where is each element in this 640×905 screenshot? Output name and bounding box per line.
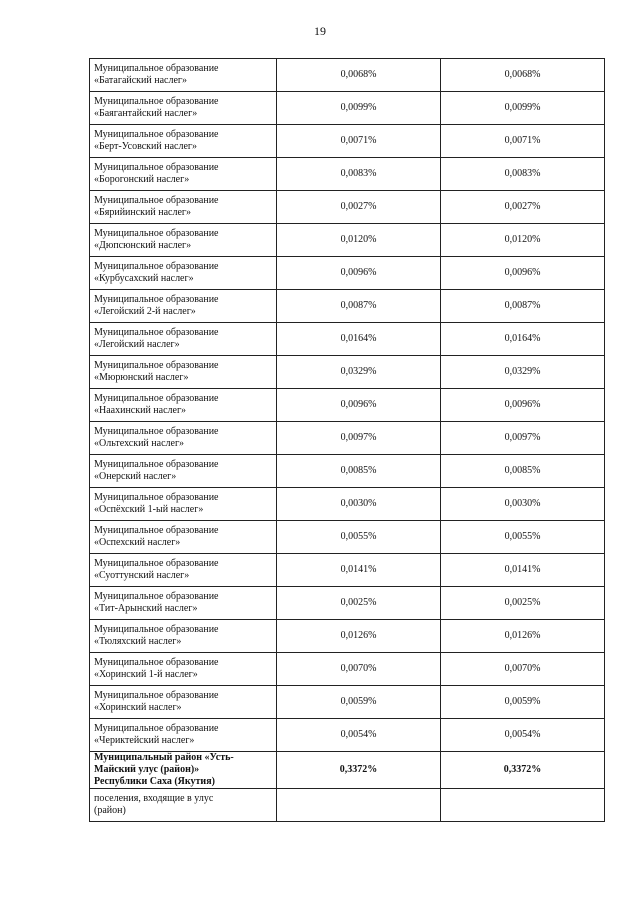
- table-row: [90, 257, 605, 290]
- share-value-2: 0,0120%: [441, 224, 605, 257]
- municipality-name: «Хоринский наслег»: [94, 702, 182, 713]
- municipality-name: «Оспёхский 1-ый наслег»: [94, 504, 204, 515]
- municipality-type: Муниципальное образование: [94, 657, 219, 668]
- municipality-name: «Берт-Усовский наслег»: [94, 141, 197, 152]
- subheader-cell: [90, 789, 277, 822]
- municipality-name-cell: [90, 356, 277, 389]
- table-row: [90, 158, 605, 191]
- share-value-1: 0,0085%: [277, 455, 441, 488]
- share-value-2: 0,0027%: [441, 191, 605, 224]
- table-row: [90, 125, 605, 158]
- municipality-name: «Чериктейский наслег»: [94, 735, 195, 746]
- share-value-2: 0,0070%: [441, 653, 605, 686]
- share-value-1: 0,0126%: [277, 620, 441, 653]
- municipality-name-cell: [90, 323, 277, 356]
- total-name-cell: [90, 752, 277, 789]
- share-value-2: 0,0164%: [441, 323, 605, 356]
- share-value-1: 0,0087%: [277, 290, 441, 323]
- municipality-name-cell: [90, 620, 277, 653]
- municipality-name-cell: [90, 92, 277, 125]
- table-row: [90, 488, 605, 521]
- municipality-name-cell: [90, 653, 277, 686]
- municipality-name-cell: [90, 389, 277, 422]
- subheader-line-2: (район): [94, 805, 126, 816]
- share-value-1: 0,0329%: [277, 356, 441, 389]
- table-row: [90, 620, 605, 653]
- municipality-name-cell: [90, 191, 277, 224]
- municipality-type: Муниципальное образование: [94, 96, 219, 107]
- table-row: [90, 290, 605, 323]
- share-value-1: 0,0141%: [277, 554, 441, 587]
- distribution-table: [89, 58, 605, 822]
- share-value-2: 0,0054%: [441, 719, 605, 752]
- table-row: [90, 191, 605, 224]
- share-value-1: 0,0097%: [277, 422, 441, 455]
- municipality-type: Муниципальное образование: [94, 129, 219, 140]
- municipality-name: «Батагайский наслег»: [94, 75, 188, 86]
- municipality-type: Муниципальное образование: [94, 558, 219, 569]
- share-value-2: 0,0141%: [441, 554, 605, 587]
- table-row: [90, 521, 605, 554]
- municipality-name: «Тит-Арынский наслег»: [94, 603, 198, 614]
- share-value-2: 0,0083%: [441, 158, 605, 191]
- municipality-name-cell: [90, 521, 277, 554]
- total-name-line-1: Муниципальный район «Усть-: [94, 752, 234, 763]
- municipality-name-cell: [90, 224, 277, 257]
- municipality-name: «Онерский наслег»: [94, 471, 177, 482]
- share-value-2: 0,0030%: [441, 488, 605, 521]
- total-name-line-3: Республики Саха (Якутия): [94, 776, 215, 787]
- municipality-name: «Хоринский 1-й наслег»: [94, 669, 198, 680]
- total-value-2: 0,3372%: [441, 752, 605, 789]
- municipality-type: Муниципальное образование: [94, 294, 219, 305]
- municipality-name-cell: [90, 455, 277, 488]
- share-value-1: 0,0054%: [277, 719, 441, 752]
- share-value-2: 0,0059%: [441, 686, 605, 719]
- table-row: [90, 389, 605, 422]
- municipality-type: Муниципальное образование: [94, 426, 219, 437]
- municipality-type: Муниципальное образование: [94, 723, 219, 734]
- table-row: [90, 653, 605, 686]
- share-value-1: 0,0068%: [277, 59, 441, 92]
- subheader-line-1: поселения, входящие в улус: [94, 793, 214, 804]
- share-value-1: 0,0083%: [277, 158, 441, 191]
- municipality-name: «Бярийинский наслег»: [94, 207, 192, 218]
- share-value-2: 0,0068%: [441, 59, 605, 92]
- share-value-1: 0,0055%: [277, 521, 441, 554]
- share-value-2: 0,0097%: [441, 422, 605, 455]
- municipality-name: «Легойский наслег»: [94, 339, 180, 350]
- share-value-1: 0,0070%: [277, 653, 441, 686]
- share-value-2: 0,0071%: [441, 125, 605, 158]
- subheader-empty-cell-2: [441, 789, 605, 822]
- table-row: [90, 455, 605, 488]
- municipality-type: Муниципальное образование: [94, 525, 219, 536]
- table-row: [90, 356, 605, 389]
- municipality-name: «Дюпсюнский наслег»: [94, 240, 192, 251]
- municipality-name-cell: [90, 257, 277, 290]
- share-value-1: 0,0096%: [277, 389, 441, 422]
- municipality-name-cell: [90, 719, 277, 752]
- municipality-type: Муниципальное образование: [94, 393, 219, 404]
- table-row: [90, 92, 605, 125]
- share-value-1: 0,0027%: [277, 191, 441, 224]
- municipality-type: Муниципальное образование: [94, 63, 219, 74]
- municipality-name: «Борогонский наслег»: [94, 174, 190, 185]
- total-name-line-2: Майский улус (район)»: [94, 764, 200, 775]
- share-value-1: 0,0059%: [277, 686, 441, 719]
- share-value-2: 0,0096%: [441, 257, 605, 290]
- share-value-2: 0,0055%: [441, 521, 605, 554]
- table-row: [90, 554, 605, 587]
- municipality-type: Муниципальное образование: [94, 195, 219, 206]
- municipality-name-cell: [90, 290, 277, 323]
- share-value-1: 0,0030%: [277, 488, 441, 521]
- municipality-type: Муниципальное образование: [94, 459, 219, 470]
- municipality-type: Муниципальное образование: [94, 591, 219, 602]
- municipality-name-cell: [90, 686, 277, 719]
- municipality-name-cell: [90, 125, 277, 158]
- subheader-row: [90, 789, 605, 822]
- table-row: [90, 422, 605, 455]
- municipality-name-cell: [90, 158, 277, 191]
- share-value-1: 0,0120%: [277, 224, 441, 257]
- table-row: [90, 59, 605, 92]
- share-value-2: 0,0025%: [441, 587, 605, 620]
- municipality-type: Муниципальное образование: [94, 327, 219, 338]
- share-value-2: 0,0329%: [441, 356, 605, 389]
- share-value-1: 0,0025%: [277, 587, 441, 620]
- share-value-2: 0,0096%: [441, 389, 605, 422]
- municipality-type: Муниципальное образование: [94, 261, 219, 272]
- municipality-name: «Ольтехский наслег»: [94, 438, 185, 449]
- municipality-name-cell: [90, 59, 277, 92]
- municipality-name-cell: [90, 488, 277, 521]
- municipality-type: Муниципальное образование: [94, 492, 219, 503]
- table-body: [90, 59, 605, 822]
- municipality-name: «Наахинский наслег»: [94, 405, 187, 416]
- municipality-name-cell: [90, 422, 277, 455]
- municipality-type: Муниципальное образование: [94, 228, 219, 239]
- share-value-2: 0,0099%: [441, 92, 605, 125]
- municipality-name-cell: [90, 554, 277, 587]
- table-row: [90, 719, 605, 752]
- municipality-type: Муниципальное образование: [94, 162, 219, 173]
- municipality-name: «Оспехский наслег»: [94, 537, 181, 548]
- municipality-type: Муниципальное образование: [94, 624, 219, 635]
- share-value-2: 0,0087%: [441, 290, 605, 323]
- share-value-1: 0,0071%: [277, 125, 441, 158]
- municipality-name: «Тюляхский наслег»: [94, 636, 182, 647]
- table-row: [90, 587, 605, 620]
- total-row: [90, 752, 605, 789]
- share-value-1: 0,0096%: [277, 257, 441, 290]
- table-row: [90, 323, 605, 356]
- municipality-type: Муниципальное образование: [94, 690, 219, 701]
- municipality-name: «Баягантайский наслег»: [94, 108, 198, 119]
- municipality-name: «Суоттунский наслег»: [94, 570, 190, 581]
- municipality-name: «Мюрюнский наслег»: [94, 372, 189, 383]
- share-value-2: 0,0126%: [441, 620, 605, 653]
- municipality-name: «Легойский 2-й наслег»: [94, 306, 196, 317]
- table-row: [90, 224, 605, 257]
- subheader-empty-cell-1: [277, 789, 441, 822]
- municipality-type: Муниципальное образование: [94, 360, 219, 371]
- share-value-1: 0,0164%: [277, 323, 441, 356]
- total-value-1: 0,3372%: [277, 752, 441, 789]
- municipality-name-cell: [90, 587, 277, 620]
- share-value-2: 0,0085%: [441, 455, 605, 488]
- municipality-name: «Курбусахский наслег»: [94, 273, 194, 284]
- page-number: 19: [314, 24, 326, 38]
- table-row: [90, 686, 605, 719]
- share-value-1: 0,0099%: [277, 92, 441, 125]
